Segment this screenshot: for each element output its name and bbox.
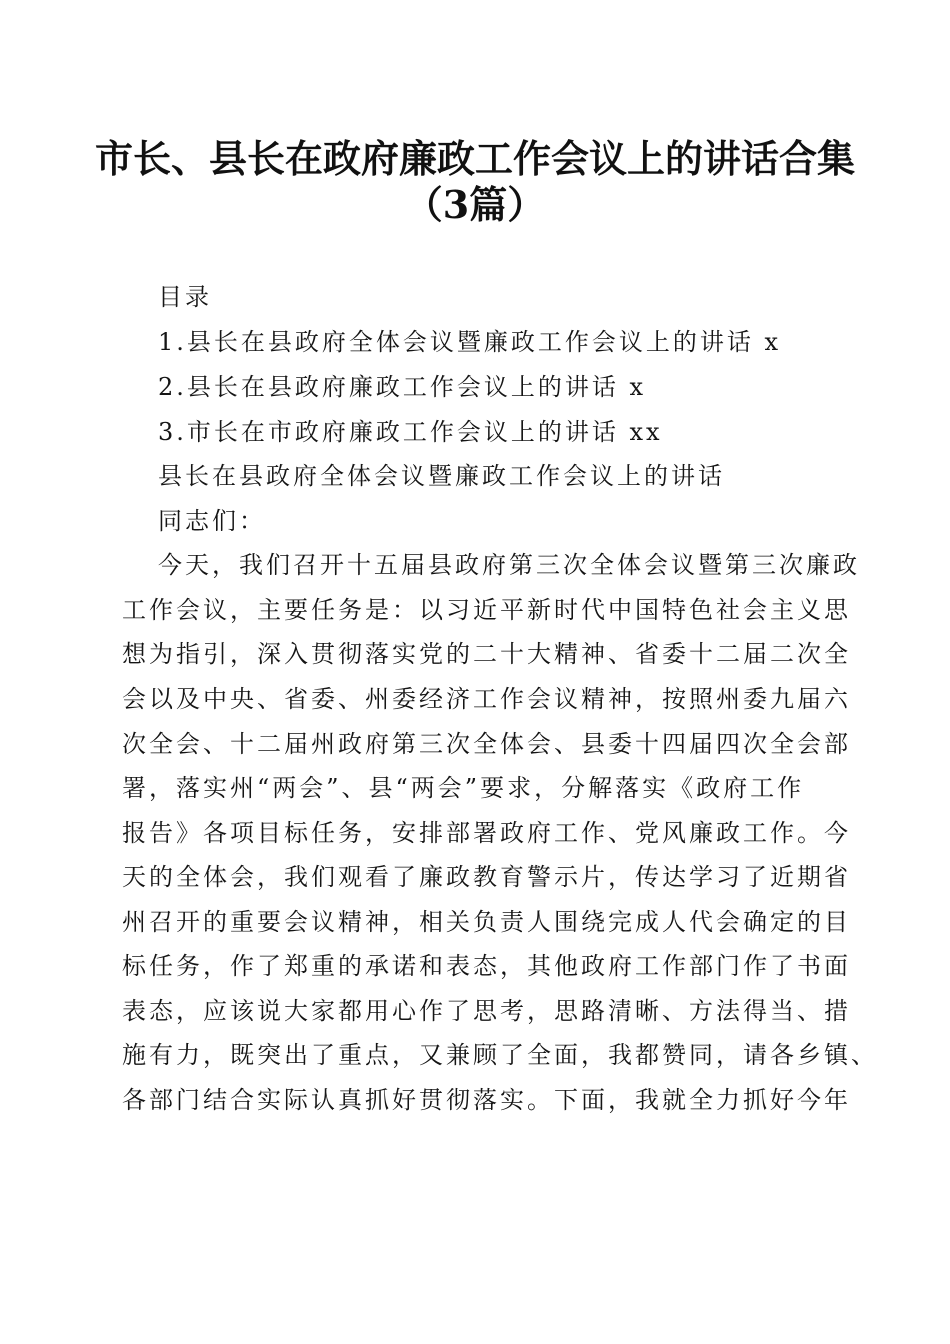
body-line: 署，落实州“两会”、县“两会”要求，分解落实《政府工作 [122,774,805,802]
document-title-count: （3篇） [404,182,546,227]
body-line: 各部门结合实际认真抓好贯彻落实。下面，我就全力抓好今年 [122,1086,851,1114]
body-line: 想为指引，深入贯彻落实党的二十大精神、省委十二届二次全 [122,640,851,668]
body-line: 会以及中央、省委、州委经济工作会议精神，按照州委九届六 [122,685,851,713]
section-title: 县长在县政府全体会议暨廉政工作会议上的讲话 [158,462,725,490]
toc-item-2: 2.县长在县政府廉政工作会议上的讲话 x [158,373,647,401]
body-line: 州召开的重要会议精神，相关负责人围绕完成人代会确定的目 [122,908,851,936]
document-title: 市长、县长在政府廉政工作会议上的讲话合集 [94,136,855,181]
toc-item-1: 1.县长在县政府全体会议暨廉政工作会议上的讲话 x [158,328,782,356]
toc-item-3: 3.市长在市政府廉政工作会议上的讲话 xx [158,418,663,446]
body-line: 报告》各项目标任务，安排部署政府工作、党风廉政工作。今 [122,819,851,847]
body-line: 天的全体会，我们观看了廉政教育警示片，传达学习了近期省 [122,863,851,891]
body-line: 工作会议，主要任务是：以习近平新时代中国特色社会主义思 [122,596,851,624]
body-line: 标任务，作了郑重的承诺和表态，其他政府工作部门作了书面 [122,952,851,980]
body-line: 施有力，既突出了重点，又兼顾了全面，我都赞同，请各乡镇、 [122,1041,878,1069]
body-line: 表态，应该说大家都用心作了思考，思路清晰、方法得当、措 [122,997,851,1025]
toc-heading: 目录 [158,283,212,311]
salutation: 同志们： [158,507,266,535]
body-line: 次全会、十二届州政府第三次全体会、县委十四届四次全会部 [122,730,851,758]
body-line: 今天，我们召开十五届县政府第三次全体会议暨第三次廉政 [158,551,860,579]
